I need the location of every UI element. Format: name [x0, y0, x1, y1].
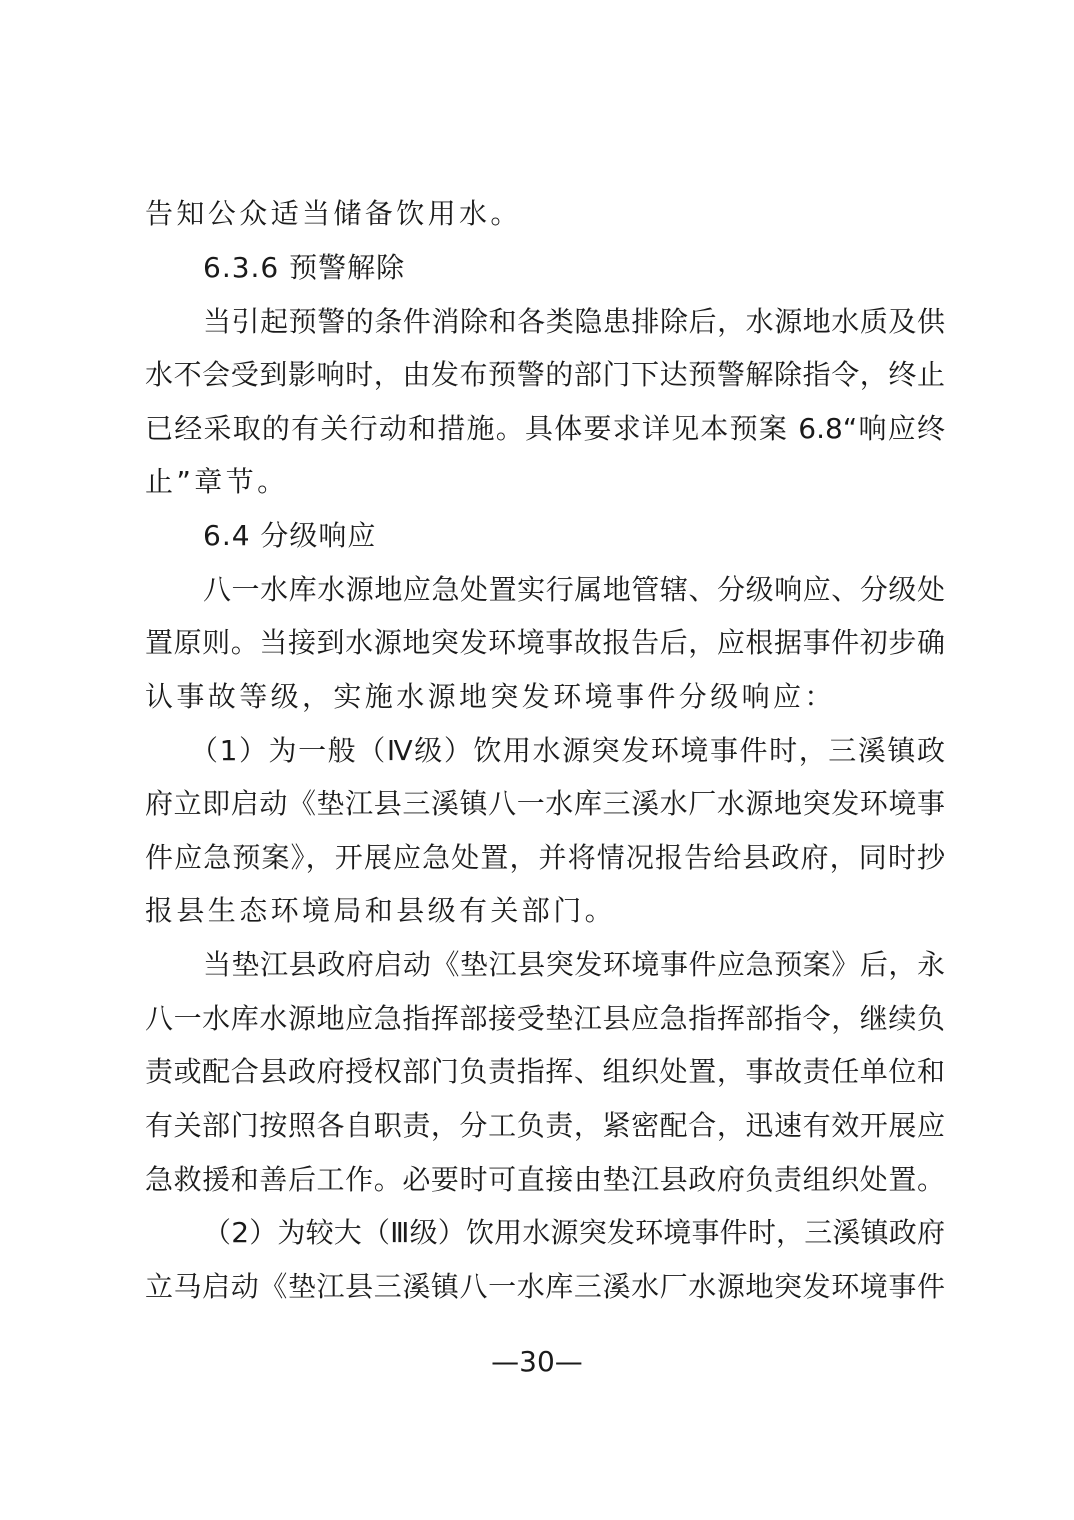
page-number: —30—	[491, 1345, 583, 1378]
paragraph-line: 认事故等级，实施水源地突发环境事件分级响应：	[145, 680, 836, 713]
paragraph-line: 急救援和善后工作。必要时可直接由垫江县政府负责组织处置。	[145, 1163, 945, 1196]
section-heading: 6.3.6 预警解除	[203, 251, 406, 284]
paragraph-line: 立马启动《垫江县三溪镇八一水库三溪水厂水源地突发环境事件	[145, 1270, 945, 1303]
paragraph-line: 水不会受到影响时，由发布预警的部门下达预警解除指令，终止	[145, 358, 945, 391]
paragraph-line: 责或配合县政府授权部门负责指挥、组织处置，事故责任单位和	[145, 1055, 945, 1088]
paragraph-line: 当引起预警的条件消除和各类隐患排除后，水源地水质及供	[203, 305, 945, 338]
paragraph-line: 八一水库水源地应急处置实行属地管辖、分级响应、分级处	[203, 573, 945, 606]
paragraph-line: 告知公众适当储备饮用水。	[145, 197, 522, 230]
paragraph-line: 有关部门按照各自职责，分工负责，紧密配合，迅速有效开展应	[145, 1109, 945, 1142]
paragraph-line: 已经采取的有关行动和措施。具体要求详见本预案 6.8“响应终	[145, 412, 945, 445]
paragraph-line: 止”章节。	[145, 465, 289, 498]
paragraph-line: 置原则。当接到水源地突发环境事故报告后，应根据事件初步确	[145, 626, 945, 659]
paragraph-line: （1）为一般（Ⅳ级）饮用水源突发环境事件时，三溪镇政	[190, 734, 945, 767]
section-heading: 6.4 分级响应	[203, 519, 377, 552]
paragraph-line: 件应急预案》，开展应急处置，并将情况报告给县政府，同时抄	[145, 841, 945, 874]
paragraph-line: 府立即启动《垫江县三溪镇八一水库三溪水厂水源地突发环境事	[145, 787, 945, 820]
paragraph-line: 八一水库水源地应急指挥部接受垫江县应急指挥部指令，继续负	[145, 1002, 945, 1035]
paragraph-line: 报县生态环境局和县级有关部门。	[145, 894, 617, 927]
paragraph-line: 当垫江县政府启动《垫江县突发环境事件应急预案》后，永	[203, 948, 945, 981]
paragraph-line: （2）为较大（Ⅲ级）饮用水源突发环境事件时，三溪镇政府	[203, 1216, 945, 1249]
